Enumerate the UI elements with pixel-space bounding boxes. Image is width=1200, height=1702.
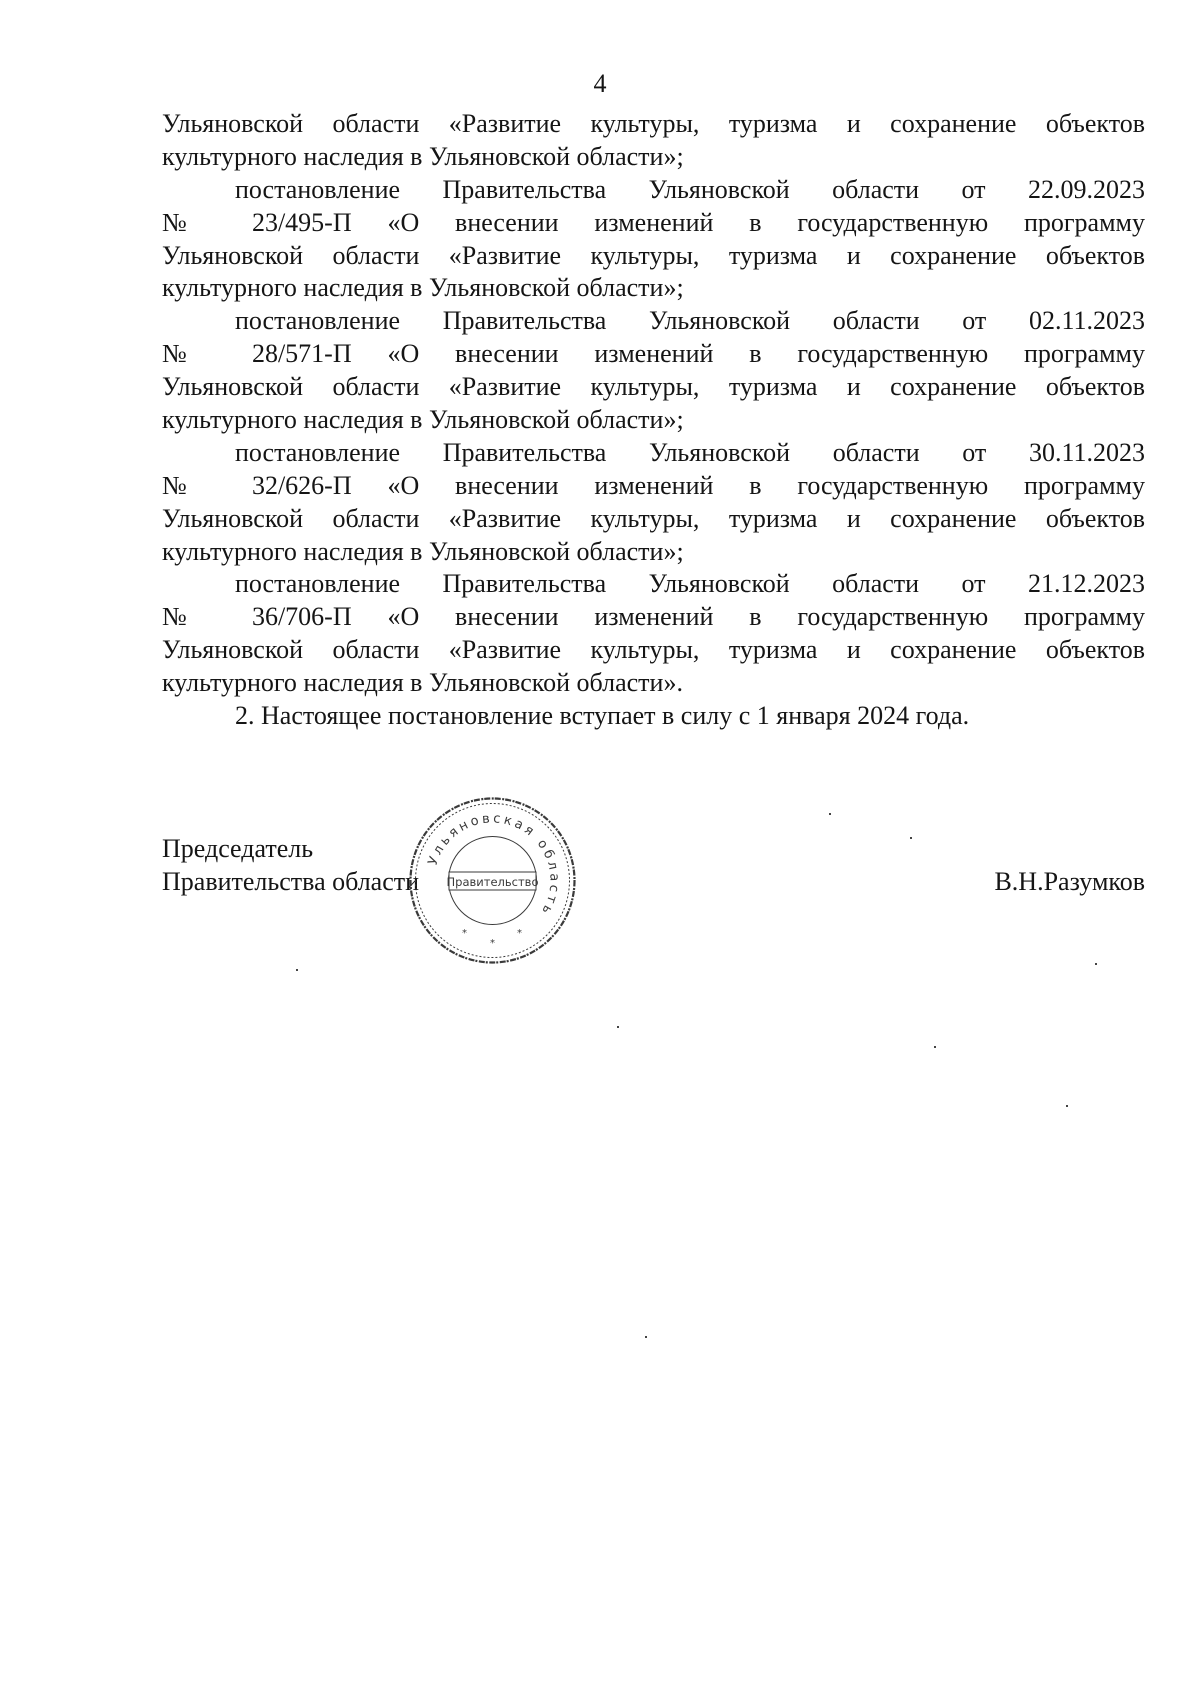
seal-star-icon: * <box>490 938 495 949</box>
official-seal <box>405 793 580 968</box>
signatory-name: В.Н.Разумков <box>994 867 1145 896</box>
seal-center-text: Правительство <box>446 875 539 889</box>
text-line: Ульяновской области «Развитие культуры, туризма и сохранение объектов <box>162 503 1145 533</box>
seal-star-icon: * <box>462 928 467 939</box>
text-line: № 23/495-П «О внесении изменений в государственную программу <box>162 207 1145 237</box>
signature-block <box>162 832 1145 898</box>
text-line: Ульяновской области «Развитие культуры, туризма и сохранение объектов <box>162 372 1145 402</box>
signatory-position-line-1: Председатель <box>162 834 314 863</box>
text-line: Ульяновской области «Развитие культуры, туризма и сохранение объектов <box>162 240 1145 270</box>
text-line: постановление Правительства Ульяновской области от 22.09.2023 <box>235 174 1145 204</box>
text-line: № 36/706-П «О внесении изменений в государственную программу <box>162 602 1145 632</box>
text-line: № 32/626-П «О внесении изменений в государственную программу <box>162 470 1145 500</box>
text-line: постановление Правительства Ульяновской области от 02.11.2023 <box>235 306 1145 336</box>
scan-speck <box>617 1026 619 1028</box>
document-body <box>162 108 1145 733</box>
text-line: постановление Правительства Ульяновской области от 30.11.2023 <box>235 437 1145 467</box>
signatory-position-line-2: Правительства области <box>162 867 420 896</box>
text-line: культурного наследия в Ульяновской области»; <box>162 273 684 303</box>
page-number: 4 <box>593 69 607 98</box>
text-line: № 28/571-П «О внесении изменений в государственную программу <box>162 339 1145 369</box>
scan-speck <box>296 969 298 971</box>
text-line: 2. Настоящее постановление вступает в силу с 1 января 2024 года. <box>235 701 970 731</box>
scan-speck <box>645 1336 647 1338</box>
text-line: Ульяновской области «Развитие культуры, туризма и сохранение объектов <box>162 635 1145 665</box>
text-line: культурного наследия в Ульяновской области». <box>162 668 683 698</box>
scan-speck <box>1095 963 1097 965</box>
text-line: культурного наследия в Ульяновской области»; <box>162 405 684 435</box>
scan-speck <box>910 837 912 839</box>
text-line: Ульяновской области «Развитие культуры, туризма и сохранение объектов <box>162 109 1145 138</box>
scan-speck <box>934 1046 936 1048</box>
scan-speck <box>1066 1105 1068 1107</box>
seal-ring-text: Ульяновская область <box>425 811 562 920</box>
scan-speck <box>829 813 831 815</box>
text-line: постановление Правительства Ульяновской области от 21.12.2023 <box>235 569 1145 599</box>
text-line: культурного наследия в Ульяновской области»; <box>162 536 684 566</box>
seal-star-icon: * <box>517 928 522 939</box>
text-line: культурного наследия в Ульяновской области»; <box>162 141 684 171</box>
